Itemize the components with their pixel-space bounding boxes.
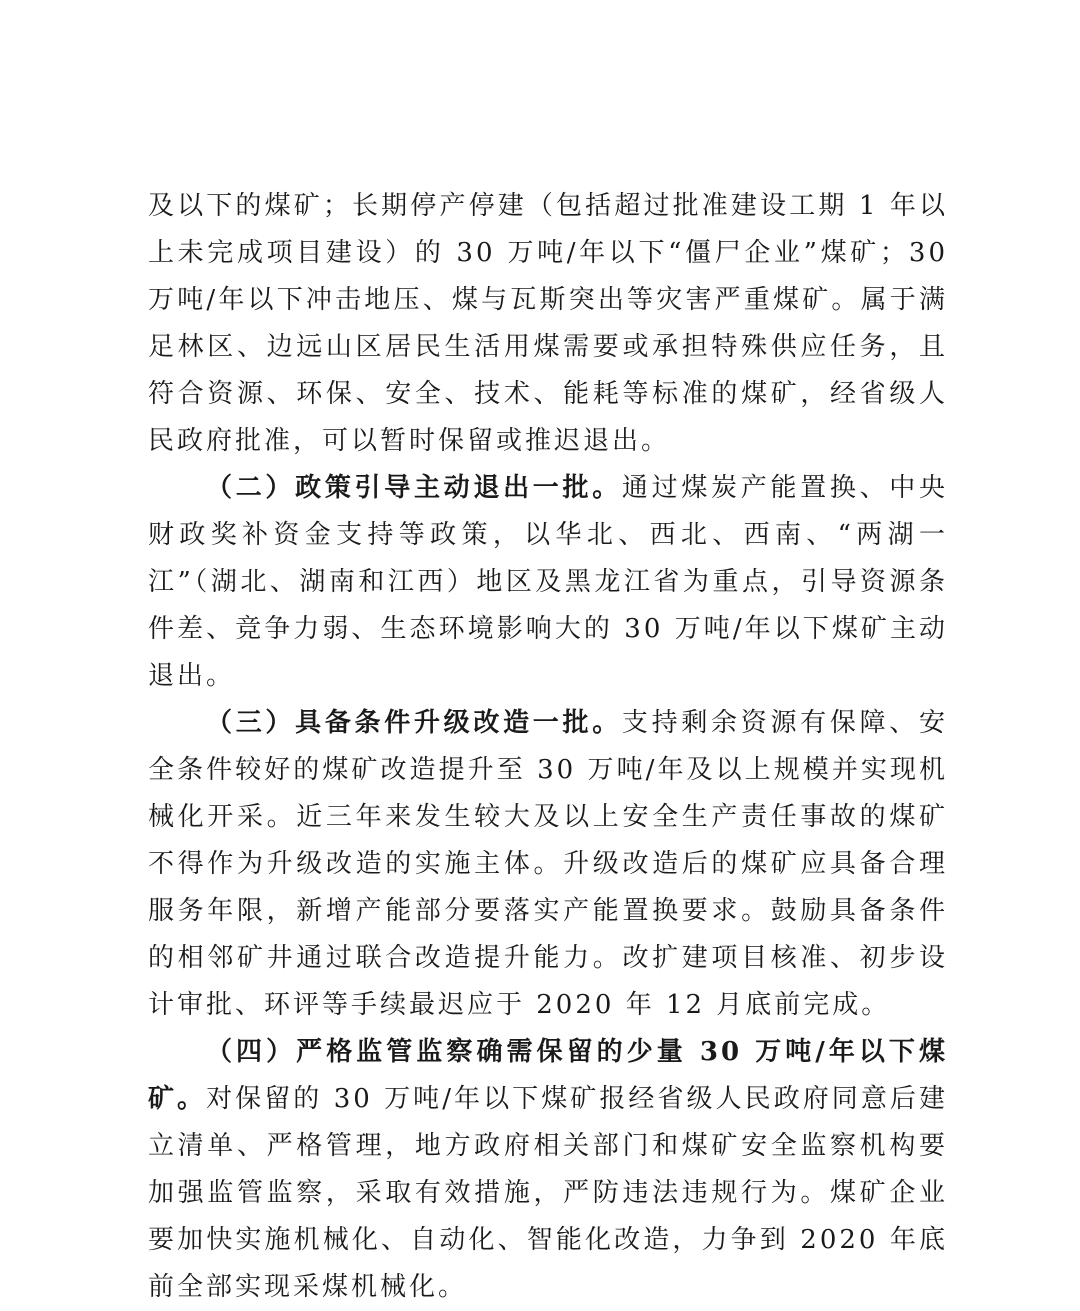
section-heading: （二）政策引导主动退出一批。 <box>206 473 622 503</box>
paragraph-text: 及以下的煤矿；长期停产停建（包括超过批准建设工期 1 年以上未完成项目建设）的 30 万吨/年以下“僵尸企业”煤矿；30 万吨/年以下冲击地压、煤与瓦斯突出等灾害严重煤矿。属于满足林区、边远山区居民生活用煤需要或承担特殊供应任务，且符合资源、环保、安全、技术、能耗等标准的煤矿，经省级人民政府批准，可以暂时保留或推迟退出。 <box>148 191 948 456</box>
paragraph-section-4 <box>148 1029 948 1311</box>
section-heading: （四）严格监管监察确需保留的少量 30 万吨/年以下煤矿。 <box>148 1037 948 1114</box>
paragraph-text: 通过煤炭产能置换、中央财政奖补资金支持等政策，以华北、西北、西南、“两湖一江”（湖北、湖南和江西）地区及黑龙江省为重点，引导资源条件差、竞争力弱、生态环境影响大的 30 万吨/年以下煤矿主动退出。 <box>148 473 948 691</box>
paragraph-continuation <box>148 183 948 465</box>
paragraph-text: 支持剩余资源有保障、安全条件较好的煤矿改造提升至 30 万吨/年及以上规模并实现机械化开采。近三年来发生较大及以上安全生产责任事故的煤矿不得作为升级改造的实施主体。升级改造后的煤矿应具备合理服务年限，新增产能部分要落实产能置换要求。鼓励具备条件的相邻矿井通过联合改造提升能力。改扩建项目核准、初步设计审批、环评等手续最迟应于 2020 年 12 月底前完成。 <box>148 708 948 1020</box>
document-body <box>148 183 948 1311</box>
paragraph-section-2 <box>148 465 948 700</box>
paragraph-section-3 <box>148 700 948 1029</box>
section-heading: （三）具备条件升级改造一批。 <box>206 708 622 738</box>
paragraph-text: 对保留的 30 万吨/年以下煤矿报经省级人民政府同意后建立清单、严格管理，地方政府相关部门和煤矿安全监察机构要加强监管监察，采取有效措施，严防违法违规行为。煤矿企业要加快实施机械化、自动化、智能化改造，力争到 2020 年底前全部实现采煤机械化。 <box>148 1084 948 1302</box>
